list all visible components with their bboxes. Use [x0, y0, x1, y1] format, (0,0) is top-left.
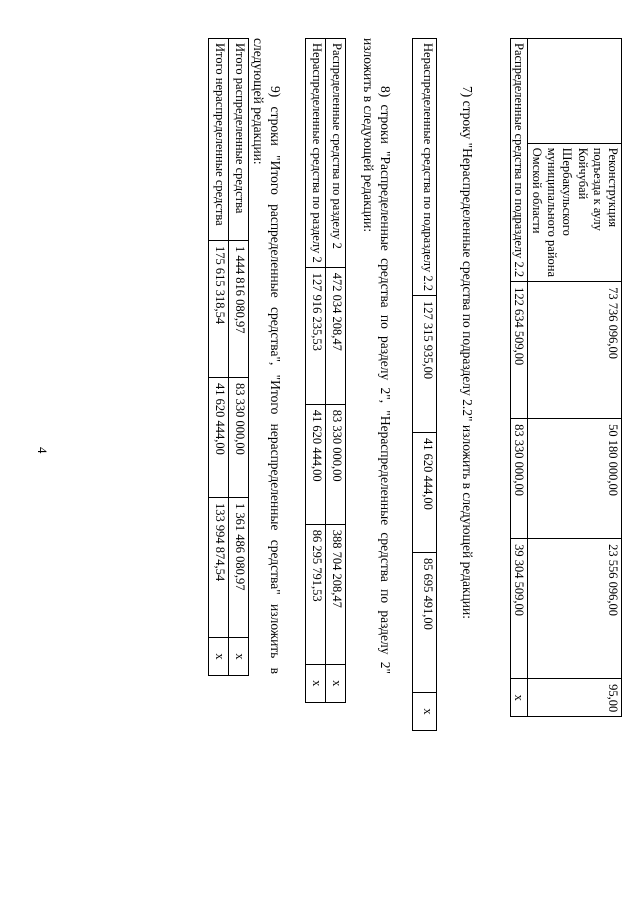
value-cell: 83 330 000,00 [326, 404, 346, 524]
table-row [413, 39, 437, 731]
row-label: Итого распределенные средства [229, 39, 249, 241]
paragraph-8: 8) строки "Распределенные средства по разделу 2", "Нераспределенные средства по разделу 2" изложить в следующей редакции: [361, 38, 393, 674]
page-number: 4 [35, 447, 50, 454]
value-cell: x [306, 664, 326, 702]
row-label: Нераспределенные средства по разделу 2 [306, 39, 326, 268]
value-cell: 122 634 509,00 [510, 282, 527, 419]
value-cell: 85 695 491,00 [413, 553, 437, 693]
empty-cell [527, 39, 621, 144]
row-label: Распределенные средства по разделу 2 [326, 39, 346, 268]
table-row [527, 39, 621, 717]
value-cell: 95,00 [527, 679, 621, 717]
value-cell: x [209, 638, 229, 676]
table-section-2 [305, 38, 346, 703]
value-cell: 175 615 318,54 [209, 241, 229, 378]
table-row [209, 39, 229, 676]
value-cell: 388 704 208,47 [326, 524, 346, 664]
row-label: Нераспределенные средства по подразделу 2.2 [413, 39, 437, 296]
value-cell: x [326, 664, 346, 702]
value-cell: 1 361 486 080,97 [229, 498, 249, 638]
value-cell: 39 304 509,00 [510, 539, 527, 679]
table-totals [208, 38, 249, 676]
paragraph-9: 9) строки "Итого распределенные средства", "Итого нераспределенные средства" изложить в следующей редакции: [251, 38, 283, 674]
value-cell: 472 034 208,47 [326, 267, 346, 404]
value-cell: x [510, 679, 527, 717]
table-subsection-2-2 [510, 38, 622, 717]
value-cell: 41 620 444,00 [209, 378, 229, 498]
value-cell: 73 736 096,00 [527, 282, 621, 419]
table-row [229, 39, 249, 676]
value-cell: 23 556 096,00 [527, 539, 621, 679]
table-row [510, 39, 527, 717]
table-row [326, 39, 346, 703]
value-cell: 86 295 791,53 [306, 524, 326, 664]
value-cell: 133 994 874,54 [209, 498, 229, 638]
value-cell: 50 180 000,00 [527, 419, 621, 539]
value-cell: 83 330 000,00 [229, 378, 249, 498]
value-cell: 127 315 935,00 [413, 296, 437, 433]
table-row [306, 39, 326, 703]
table-unallocated-2-2 [412, 38, 437, 731]
value-cell: 41 620 444,00 [413, 433, 437, 553]
value-cell: 83 330 000,00 [510, 419, 527, 539]
object-name-cell: Реконструкция подъезда к аулу Койчубай Шербакульского муниципального района Омской области [527, 143, 621, 281]
value-cell: 41 620 444,00 [306, 404, 326, 524]
value-cell: x [413, 693, 437, 731]
row-label: Итого нераспределенные средства [209, 39, 229, 241]
value-cell: 127 916 235,53 [306, 267, 326, 404]
paragraph-7: 7) строку "Нераспределенные средства по подразделу 2.2" изложить в следующей редакции: [460, 86, 475, 619]
value-cell: 1 444 816 080,97 [229, 241, 249, 378]
value-cell: x [229, 638, 249, 676]
row-label: Распределенные средства по подразделу 2.2 [510, 39, 527, 282]
